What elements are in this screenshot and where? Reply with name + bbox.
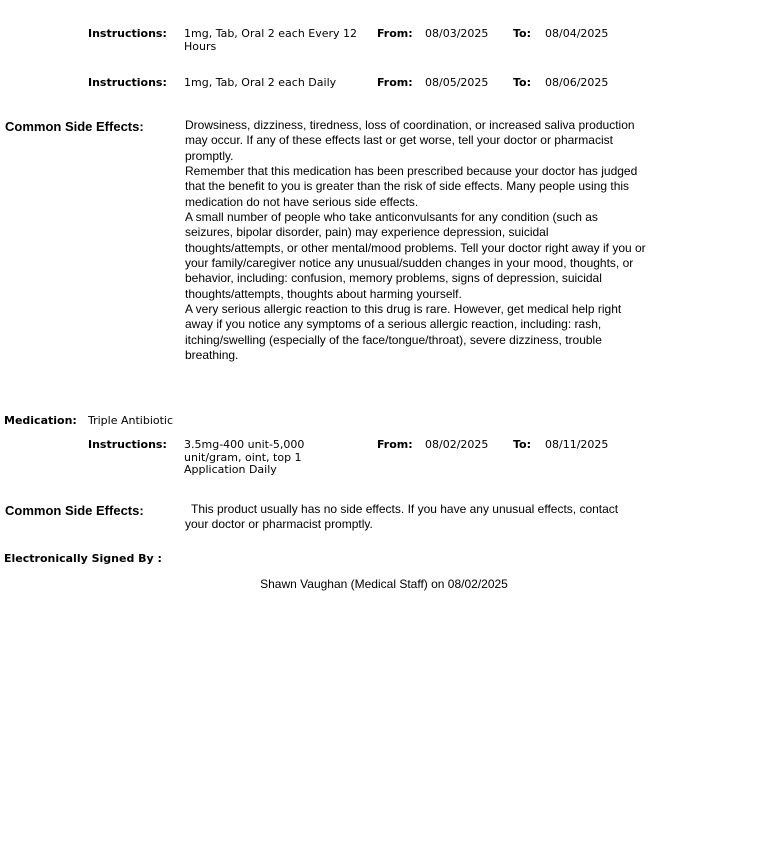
side-effects-paragraph: Drowsiness, dizziness, tiredness, loss of coordination, or increased saliva production may occur. If any of these effects last or get worse, tell your doctor or pharmacist promptly. [185,118,635,163]
instruction-text: 3.5mg-400 unit-5,000 unit/gram, oint, top 1 Application Daily [184,438,305,476]
signed-by-label: Electronically Signed By : [4,552,162,565]
instruction-text: 1mg, Tab, Oral 2 each Every 12 Hours [184,27,358,53]
side-effects-label: Common Side Effects: [5,119,144,134]
signature-line: Shawn Vaughan (Medical Staff) on 08/02/2025 [260,577,508,591]
from-label: From: [377,27,413,40]
side-effects-text: This product usually has no side effects. If you have any unusual effects, contact your doctor or pharmacist promptly. [185,502,619,532]
to-label: To: [513,27,531,40]
instructions-label: Instructions: [88,76,167,89]
medication-name: Triple Antibiotic [88,414,174,427]
to-date: 08/06/2025 [545,76,609,89]
side-effects-paragraph: A small number of people who take anticonvulsants for any condition (such as seizures, bipolar disorder, pain) may experience depression, suicidal thoughts/attempts, or other mental/mood problems. Tell your doctor right away if you or your family/caregiver notice any unusual/sudden changes in your mood, thoughts, or behavior, including: confusion, memory problems, signs of depression, suicidal thoughts/attempts, thoughts about harming yourself. [185,210,646,301]
from-label: From: [377,438,413,451]
instructions-label: Instructions: [88,438,167,451]
instruction-text: 1mg, Tab, Oral 2 each Daily [184,76,337,89]
instructions-label: Instructions: [88,27,167,40]
to-label: To: [513,76,531,89]
side-effects-paragraph: Remember that this medication has been prescribed because your doctor has judged that the benefit to you is greater than the risk of side effects. Many people using this medication do not have serious side effects. [185,164,638,209]
to-date: 08/04/2025 [545,27,609,40]
side-effects-label: Common Side Effects: [5,503,144,518]
medication-label: Medication: [4,414,77,427]
from-date: 08/05/2025 [425,76,489,89]
to-label: To: [513,438,531,451]
from-label: From: [377,76,413,89]
side-effects-paragraph: A very serious allergic reaction to this drug is rare. However, get medical help right away if you notice any symptoms of a serious allergic reaction, including: rash, itching/swelling (especially of the face/tongue/throat), severe dizziness, trouble breathing. [185,302,622,363]
side-effects-text [185,118,648,364]
to-date: 08/11/2025 [545,438,609,451]
from-date: 08/02/2025 [425,438,489,451]
from-date: 08/03/2025 [425,27,489,40]
